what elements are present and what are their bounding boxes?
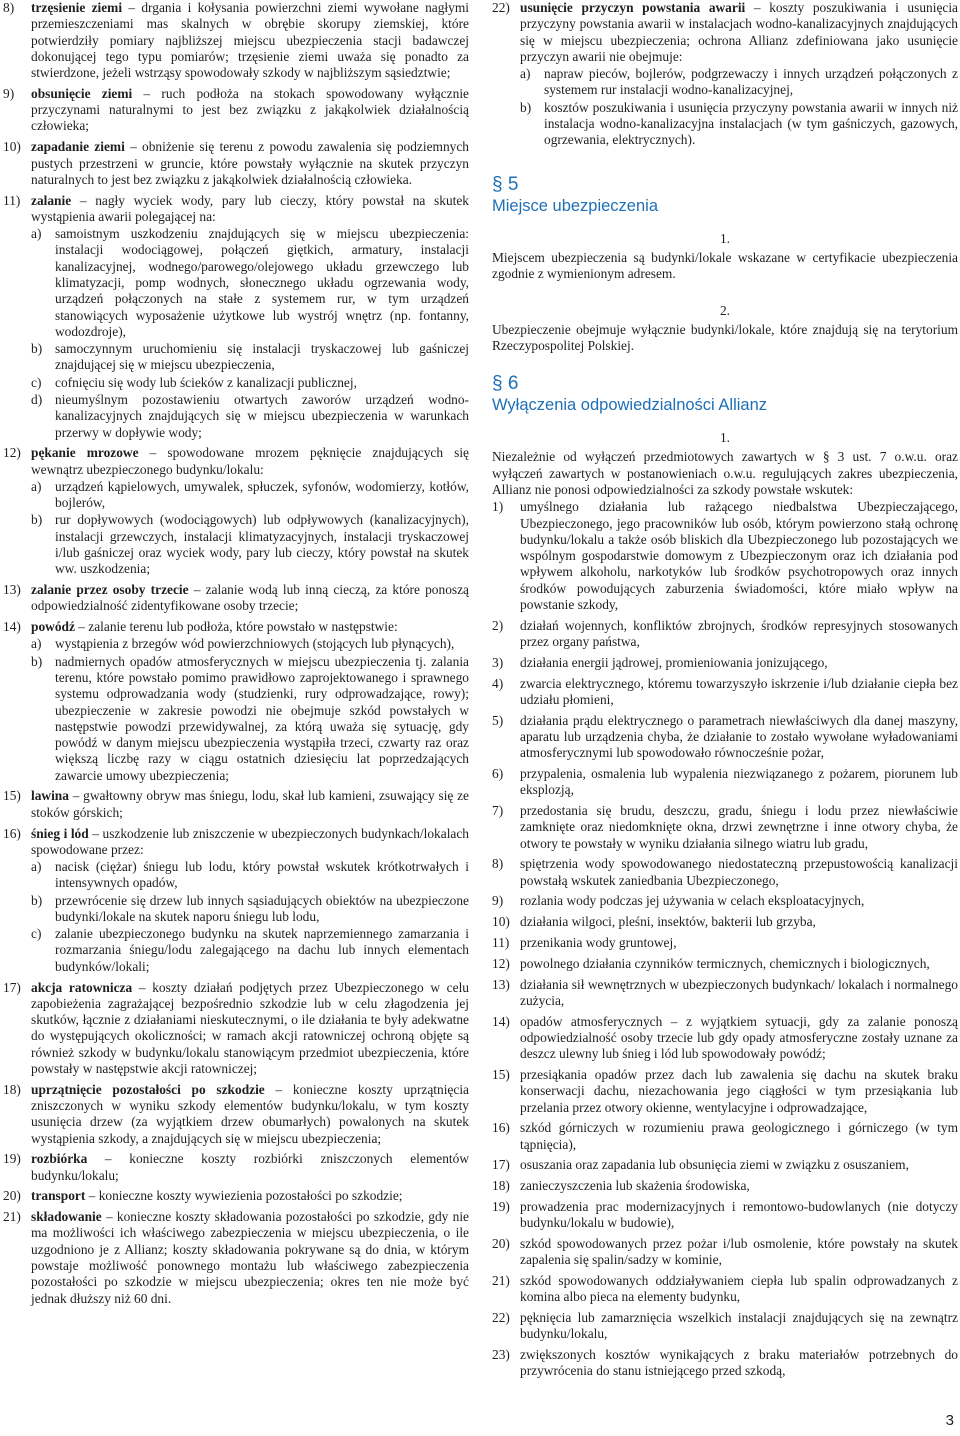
item-number: 15) xyxy=(492,1066,510,1082)
item-number: 5) xyxy=(492,712,504,728)
item-number: 13) xyxy=(492,976,510,992)
item-number: 16) xyxy=(492,1120,510,1136)
definition-item xyxy=(3,619,469,784)
sub-item-letter: a) xyxy=(31,636,42,652)
item-text: działań wojennych, konfliktów zbrojnych, środków represyjnych stosowanych przez organy państwa, xyxy=(520,617,958,649)
item-number: 2) xyxy=(492,617,504,633)
item-term: usunięcie przyczyn powstania awarii xyxy=(520,0,746,15)
item-number: 10) xyxy=(492,914,510,930)
item-text: prowadzenia prac modernizacyjnych i remontowo-budowlanych (nie dotyczy budynku/lokalu w budowie), xyxy=(520,1198,958,1231)
exclusion-item xyxy=(492,803,958,852)
definition-item xyxy=(3,86,469,135)
item-text: szkód górniczych w rozumieniu prawa geologicznego i górniczego (w tym tąpnięcia), xyxy=(520,1120,958,1152)
definition-item xyxy=(492,0,958,149)
item-text: – uszkodzenie lub zniszczenie w ubezpieczonych budynkach/lokalach spowodowane przez: xyxy=(31,825,469,857)
sub-item xyxy=(520,66,958,99)
item-number: 3) xyxy=(492,654,504,670)
item-number: 11) xyxy=(3,192,21,208)
item-text: działania prądu elektrycznego o parametrach niewłaściwych dla danej maszyny, aparatu lub urządzenia chyba, że działanie to zostało wywołane wyładowaniami atmosferycznymi lub spowodowało równocześnie pożar, xyxy=(520,712,958,761)
item-number: 1) xyxy=(492,499,504,515)
exclusion-item xyxy=(492,893,958,909)
definition-item xyxy=(3,826,469,976)
item-text: szkód spowodowanych przez pożar i/lub osmolenie, które powstały na skutek zapalenia się spalin/sadzy w kominie, xyxy=(520,1235,958,1268)
item-number: 23) xyxy=(492,1347,510,1363)
item-number: 20) xyxy=(492,1235,510,1251)
exclusion-item xyxy=(492,1310,958,1343)
item-number: 13) xyxy=(3,582,21,598)
paragraph-number: 1. xyxy=(719,430,731,446)
item-text: spiętrzenia wody spowodowanego niedostateczną przepustowością kanalizacji powstałą wskutek zaniedbania Ubezpieczonego, xyxy=(520,856,958,888)
item-text: – nagły wyciek wody, pary lub cieczy, który powstał na skutek wystąpienia awarii polegającej na: xyxy=(31,192,469,224)
sub-item-text: samoistnym uszkodzeniu znajdujących się w miejscu ubezpieczenia: instalacji wodociągowej, połączeń giętkich, armatury, instalacji kanalizacyjnej, wodnego/parowego/olejowego układu grzewczego lub klimatyzacji, pomp wodnych, słonecznego układu ogrzewania wody, urządzeń połączonych na stałe z systemem rur, w tym urządzeń stanowiących wyposażenie użytkowe lub wystrój wnętrz (np. fontanny, wodozdroje), xyxy=(55,226,469,339)
sub-item-text: nacisk (ciężar) śniegu lub lodu, który powstał wskutek krótkotrwałych i intensywnych opadów, xyxy=(55,859,469,891)
exclusion-item xyxy=(492,1014,958,1063)
exclusion-item xyxy=(492,1157,958,1173)
item-term: śnieg i lód xyxy=(31,825,89,841)
definition-item xyxy=(3,980,469,1078)
sub-item-letter: b) xyxy=(31,512,43,528)
item-number: 6) xyxy=(492,765,504,781)
item-text: zanieczyszczenia lub skażenia środowiska, xyxy=(520,1178,750,1194)
exclusion-item xyxy=(492,766,958,799)
item-text: działania energii jądrowej, promieniowania jonizującego, xyxy=(520,654,828,670)
item-number: 7) xyxy=(492,803,504,818)
page-number: 3 xyxy=(945,1412,954,1429)
exclusion-item xyxy=(492,655,958,671)
sub-item xyxy=(31,893,469,926)
sub-item-text: samoczynnym uruchomieniu się instalacji tryskaczowej lub gaśniczej znajdującej się w miejscu ubezpieczenia, xyxy=(55,341,469,373)
item-text: – koszty poszukiwania i usunięcia przyczyny powstania awarii w instalacjach wodno-kanalizacyjnych znajdujących się w miejscu ubezpieczenia; ochrona Allianz zdefiniowana jako usunięcie przyczyn awarii nie obejmuje: xyxy=(520,0,958,64)
item-text: umyślnego działania lub rażącego niedbalstwa Ubezpieczającego, Ubezpieczonego, jego pracowników lub osób, którym powierzono stałą ochronę budynku/lokalu a także osób bliskich dla Ubezpieczonego lub pozostających we wspólnym gospodarstwie domowym z Ubezpieczonym oraz ich działania pod wpływem alkoholu, narkotyków lub środków psychotropowych oraz innych środków powodujących zaburzenia świadomości, które miało wpływ na powstanie szkody, xyxy=(520,499,958,612)
section-title: Wyłączenia odpowiedzialności Allianz xyxy=(492,396,767,415)
exclusion-item xyxy=(492,935,958,951)
definition-item xyxy=(3,445,469,577)
item-text: – koszty działań podjętych przez Ubezpieczonego w celu zapobieżenia zagrażającej bezpośrednio szkodzie lub w celu złagodzenia jej skutków, łącznie z działaniami nieskutecznymi, o ile działania te były adekwatne do występujących okoliczności; w ramach akcji ratowniczej ochroną objęte są również szkody w budynku/lokalu stanowiącym przedmiot ubezpieczenia, które powstały w następstwie akcji ratowniczej; xyxy=(31,979,469,1076)
item-text: działania sił wewnętrznych w ubezpieczonych budynkach/ lokalach i normalnego zużycia, xyxy=(520,976,958,1008)
sub-item-letter: a) xyxy=(520,66,531,82)
item-number: 8) xyxy=(3,0,15,15)
item-term: składowanie xyxy=(31,1209,102,1225)
sub-item-text: napraw pieców, bojlerów, podgrzewaczy i innych urządzeń połączonych z systemem rur instalacji wodno-kanalizacyjnej, xyxy=(544,66,958,98)
sub-item-text: wystąpienia z brzegów wód powierzchniowych (stojących lub płynących), xyxy=(55,636,455,652)
item-text: – zalanie wodą lub inną cieczą, za które ponoszą odpowiedzialność zidentyfikowane osoby trzecie; xyxy=(31,582,469,614)
sub-item-text: kosztów poszukiwania i usunięcia przyczyny powstania awarii w innych niż instalacja wodno-kanalizacyjna instalacjach (w tym gaśniczych, gazowych, ogrzewania, elektrycznych). xyxy=(544,99,958,148)
item-text: – konieczne koszty uprzątnięcia zniszczonych w wyniku szkody elementów budynku/lokalu, w tym koszty usunięcia drzew (za wyjątkiem drzew obumarłych) powalonych na skutek wystąpienia szkody, a znajdujących się w miejscu ubezpieczenia; xyxy=(31,1081,469,1146)
item-number: 21) xyxy=(492,1273,510,1289)
sub-item-letter: a) xyxy=(31,226,42,242)
sub-item-text: przewrócenie się drzew lub innych sąsiadujących obiektów na ubezpieczone budynki/lokale na skutek naporu śniegu lub lodu, xyxy=(55,892,469,924)
paragraph-number: 1. xyxy=(719,230,731,246)
paragraph-text: Ubezpieczenie obejmuje wyłącznie budynki/lokale, które znajdują się na terytorium Rzeczypospolitej Polskiej. xyxy=(492,321,958,354)
definition-item xyxy=(3,0,469,81)
item-number: 10) xyxy=(3,139,21,155)
definition-item xyxy=(3,139,469,188)
sub-item-letter: d) xyxy=(31,391,43,407)
exclusion-item xyxy=(492,1199,958,1232)
item-term: zalanie xyxy=(31,192,72,208)
exclusion-item xyxy=(492,914,958,930)
item-term: transport xyxy=(31,1188,86,1204)
sub-item xyxy=(31,341,469,374)
item-number: 4) xyxy=(492,675,504,691)
item-number: 22) xyxy=(492,0,510,15)
item-number: 14) xyxy=(492,1013,510,1029)
item-term: zalanie przez osoby trzecie xyxy=(31,582,189,598)
item-term: trzęsienie ziemi xyxy=(31,0,123,15)
item-number: 11) xyxy=(492,934,510,950)
sub-item-letter: b) xyxy=(520,99,532,115)
item-text: przenikania wody gruntowej, xyxy=(520,934,677,950)
sub-item-letter: c) xyxy=(31,926,42,942)
item-number: 17) xyxy=(492,1157,510,1173)
paragraph-text: Miejscem ubezpieczenia są budynki/lokale wskazane w certyfikacie ubezpieczenia zgodnie z wymienionym adresem. xyxy=(492,250,958,282)
exclusion-item xyxy=(492,977,958,1010)
item-text: zwiększonych kosztów wynikających z braku materiałów potrzebnych do przywrócenia do stanu istniejącego przed szkodą, xyxy=(520,1347,958,1379)
exclusion-item xyxy=(492,956,958,972)
definition-item xyxy=(3,1082,469,1147)
item-term: akcja ratownicza xyxy=(31,979,133,995)
exclusion-item xyxy=(492,1236,958,1269)
exclusion-item xyxy=(492,1067,958,1116)
definition-item xyxy=(3,1209,469,1307)
exclusion-item xyxy=(492,676,958,709)
sub-item xyxy=(31,926,469,975)
sub-item-letter: b) xyxy=(31,653,43,669)
item-term: rozbiórka xyxy=(31,1151,88,1167)
item-text: przesiąkania opadów przez dach lub zawalenia się dachu na skutek braku konserwacji dachu, niezachowania jego ciągłości w tym przesiąkania lub przelania przez otwory okienne, wentylacyjne i odprowadzające, xyxy=(520,1066,958,1115)
sub-item xyxy=(31,636,469,652)
paragraph-number: 2. xyxy=(719,302,731,318)
item-number: 8) xyxy=(492,856,504,872)
item-term: powódź xyxy=(31,619,75,635)
sub-item-text: nieumyślnym pozostawieniu otwartych zaworów urządzeń wodno-kanalizacyjnych znajdujących się w miejscu ubezpieczenia w warunkach przerwy w dopływie wody; xyxy=(55,391,469,440)
item-term: zapadanie ziemi xyxy=(31,139,125,155)
sub-item xyxy=(31,654,469,784)
item-text: – obniżenie się terenu z powodu zawalenia się podziemnych pustych przestrzeni w gruncie, które powstały wyłącznie na skutek przyczyn naturalnych to jest bez związku z jakąkolwiek działalnością człowieka. xyxy=(31,139,469,187)
exclusion-item xyxy=(492,856,958,889)
sub-item xyxy=(31,226,469,340)
definition-item xyxy=(3,193,469,441)
section-number: § 6 xyxy=(492,373,519,395)
item-term: lawina xyxy=(31,788,69,804)
definition-item xyxy=(3,1188,469,1204)
sub-item-text: zalanie ubezpieczonego budynku na skutek naprzemiennego zamarzania i rozmarzania śniegu/lodu zalegającego na dachu lub innych elementach budynków/lokali; xyxy=(55,926,469,974)
item-number: 20) xyxy=(3,1188,21,1204)
sub-item xyxy=(31,392,469,441)
item-number: 9) xyxy=(492,893,504,909)
sub-item-letter: b) xyxy=(31,341,43,357)
item-number: 19) xyxy=(3,1151,21,1167)
item-text: – gwałtowny obryw mas śniegu, lodu, skał lub kamieni, zsuwający się ze stoków górskich; xyxy=(31,788,469,820)
sub-item xyxy=(31,512,469,577)
left-column xyxy=(3,0,469,1311)
sub-item-text: urządzeń kąpielowych, umywalek, spłuczek, syfonów, wodomierzy, kotłów, bojlerów, xyxy=(55,478,469,511)
right-column xyxy=(492,0,958,1384)
item-number: 17) xyxy=(3,979,21,995)
item-term: uprzątnięcie pozostałości po szkodzie xyxy=(31,1081,265,1097)
item-number: 19) xyxy=(492,1198,510,1214)
item-term: obsunięcie ziemi xyxy=(31,85,133,101)
item-number: 16) xyxy=(3,825,21,841)
definition-item xyxy=(3,788,469,821)
item-number: 15) xyxy=(3,788,21,804)
exclusion-item xyxy=(492,1347,958,1380)
sub-item-text: rur dopływowych (wodociągowych) lub odpływowych (kanalizacyjnych), instalacji grzewczych, instalacji klimatyzacyjnych, instalacji tryskaczowej i/lub gaśniczej oraz wyciek wody, pary lub cieczy, który powstał na skutek ww. uszkodzenia; xyxy=(55,512,469,577)
exclusion-item xyxy=(492,1120,958,1153)
item-number: 22) xyxy=(492,1310,510,1326)
item-text: osuszania oraz zapadania lub obsunięcia ziemi w związku z osuszaniem, xyxy=(520,1157,909,1173)
item-number: 14) xyxy=(3,619,21,635)
sub-item xyxy=(31,375,469,391)
sub-item-text: nadmiernych opadów atmosferycznych w miejscu ubezpieczenia tj. zalania terenu, które powstało pomimo prawidłowo zaprojektowanego i sprawnego systemu odprowadzania wody (studzienki, rury odprowadzające, rowy); ubezpieczenie w zakresie powodzi nie obejmuje szkód powstałych w następstwie powodzi przewidywalnej, za którą uważa się sytuację, gdy powódź w danym miejscu ubezpieczenia wystąpiła trzeci, czwarty raz oraz większą liczbę razy w ciągu ostatnich dziesięciu lat poprzedzających zawarcie umowy ubezpieczenia; xyxy=(55,653,469,783)
exclusion-item xyxy=(492,618,958,651)
definition-item xyxy=(3,1151,469,1184)
item-text: – drgania i kołysania powierzchni ziemi wywołane nagłymi przemieszczeniami mas skalnych w obrębie skorupy ziemskiej, które potwierdziły pomiary najbliższej miejscu ubezpieczenia stacji badawczej dokonującej tego typu pomiarów; trzęsienie ziemi uważa się ponadto za stwierdzone, jeżeli wstrząsy spowodowały szkody w najbliższym sąsiedztwie; xyxy=(31,0,469,81)
exclusion-item xyxy=(492,499,958,613)
item-number: 18) xyxy=(492,1178,510,1194)
item-text: zwarcia elektrycznego, któremu towarzyszyło iskrzenie i/lub działanie ciepła bez udziału płomieni, xyxy=(520,675,958,707)
item-text: – konieczne koszty wywiezienia pozostałości po szkodzie; xyxy=(85,1188,403,1204)
definition-item xyxy=(3,582,469,615)
section-number: § 5 xyxy=(492,174,519,196)
exclusion-item xyxy=(492,1178,958,1194)
item-text: pęknięcia lub zamarznięcia wszelkich instalacji znajdujących się na zewnątrz budynku/lokalu, xyxy=(520,1310,958,1342)
sub-item-letter: b) xyxy=(31,892,43,908)
item-text: – ruch podłoża na stokach spowodowany wyłącznie przyczynami naturalnymi to jest bez związku z jakąkolwiek działalnością człowieka; xyxy=(31,85,469,134)
section-title: Miejsce ubezpieczenia xyxy=(492,196,659,215)
item-number: 9) xyxy=(3,85,15,101)
item-text: – konieczne koszty rozbiórki zniszczonych elementów budynku/lokalu; xyxy=(31,1151,469,1183)
item-number: 12) xyxy=(3,445,21,461)
item-text: przedostania się brudu, deszczu, gradu, śniegu i lodu przez niewłaściwie zamknięte oraz niedomknięte okna, drzwi zewnętrzne i inne otwory chyba, że otwory te powstały w wyniku działania silnego wiatru lub gradu, xyxy=(520,803,958,851)
sub-item xyxy=(31,859,469,892)
sub-item-letter: a) xyxy=(31,478,42,494)
item-text: – zalanie terenu lub podłoża, które powstało w następstwie: xyxy=(74,619,398,635)
sub-item xyxy=(31,479,469,512)
item-text: – spowodowane mrozem pęknięcie znajdujących się wewnątrz ubezpieczonego budynku/lokalu: xyxy=(31,445,469,477)
item-number: 21) xyxy=(3,1209,21,1225)
item-term: pękanie mrozowe xyxy=(31,445,139,461)
sub-item-letter: c) xyxy=(31,374,42,390)
item-text: – konieczne koszty składowania pozostałości po szkodzie, gdy nie ma możliwości ich właściwego zabezpieczenia w miejscu ubezpieczenia, o ile uzgodniono je z Allianz; koszty składowania pokrywane są do dnia, w którym powstaje możliwość ponownego montażu lub właściwego zabezpieczenia pozostałości po szkodzie w miejscu ubezpieczenia; okres ten nie może być jednak dłuższy niż 60 dni. xyxy=(31,1209,469,1306)
item-text: szkód spowodowanych oddziaływaniem ciepła lub spalin odprowadzanych z komina albo pieca na elementy budynku, xyxy=(520,1273,958,1305)
exclusion-item xyxy=(492,1273,958,1306)
sub-item-text: cofnięciu się wody lub ścieków z kanalizacji publicznej, xyxy=(55,374,357,390)
item-number: 18) xyxy=(3,1081,21,1097)
item-text: opadów atmosferycznych – z wyjątkiem sytuacji, gdy za zalanie ponoszą odpowiedzialność osoby trzecie lub gdy opady atmosferyczne zostały uznane za deszcz ulewny lub śnieg i lód lub spowodowały powódź; xyxy=(520,1013,958,1062)
sub-item xyxy=(520,100,958,149)
item-text: działania wilgoci, pleśni, insektów, bakterii lub grzyba, xyxy=(520,914,816,930)
sub-item-letter: a) xyxy=(31,859,42,875)
item-text: powolnego działania czynników termicznych, chemicznych i biologicznych, xyxy=(520,955,930,971)
item-text: przypalenia, osmalenia lub wypalenia niezwiązanego z pożarem, piorunem lub eksplozją, xyxy=(520,765,958,798)
item-number: 12) xyxy=(492,955,510,971)
exclusion-item xyxy=(492,713,958,762)
item-text: rozlania wody podczas jej używania w celach eksploatacyjnych, xyxy=(520,893,865,909)
paragraph-text: Niezależnie od wyłączeń przedmiotowych zawartych w § 3 ust. 7 o.w.u. oraz wyłączeń zawartych w postanowieniach o.w.u. regulujących zakres ubezpieczenia, Allianz nie ponosi odpowiedzialności za szkody powstałe wskutek: xyxy=(492,449,958,497)
